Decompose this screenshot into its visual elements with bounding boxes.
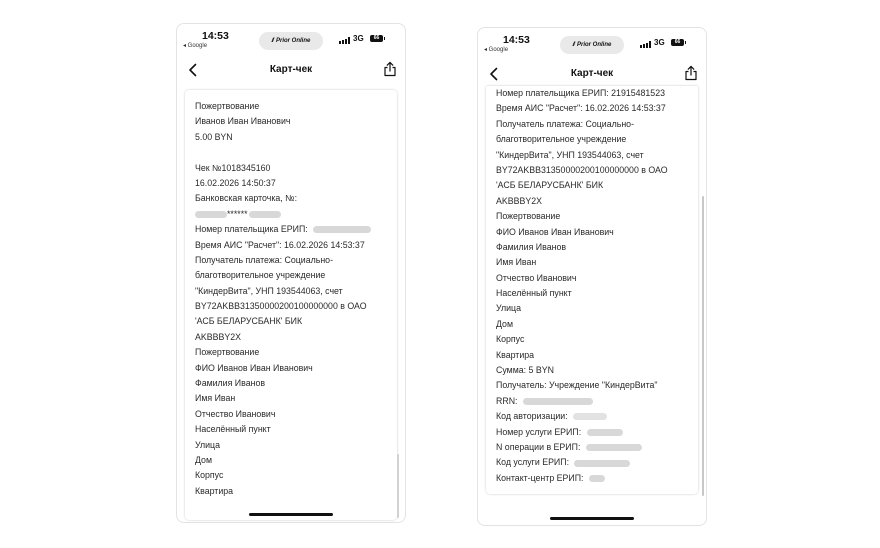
receipt-line [496, 425, 692, 440]
receipt-line: Отчество Иванович [195, 408, 276, 419]
receipt-lines [195, 99, 391, 499]
receipt-line: Получатель платежа: Социально- [195, 254, 333, 265]
status-time: 14:53 [503, 34, 530, 46]
status-bar [478, 28, 706, 64]
receipt-line-label: Код авторизации: [496, 411, 571, 422]
receipt-line: Квартира [195, 485, 234, 496]
receipt-line: Банковская карточка, №: [195, 193, 298, 204]
operator-pill [560, 36, 624, 54]
receipt-line: Чек №1018345160 [195, 162, 271, 173]
prior-logo-icon: // [572, 42, 574, 48]
signal-icon [640, 41, 651, 48]
receipt-line: Дом [195, 454, 212, 465]
receipt-line: Время АИС "Расчет": 16.02.2026 14:53:37 [496, 103, 666, 114]
battery-icon: 66 [370, 35, 383, 42]
receipt-line: Фамилия Иванов [496, 241, 567, 252]
receipt-line: Номер плательщика ЕРИП: 21915481523 [496, 88, 665, 98]
redacted-block [573, 413, 607, 420]
receipt-line: "КиндерВита", УНП 193544063, счет [195, 285, 343, 296]
receipt-line: Фамилия Иванов [195, 378, 266, 389]
receipt-line-label: Код услуги ЕРИП: [496, 457, 572, 468]
redacted-block [574, 460, 630, 467]
receipt-line-label: Номер услуги ЕРИП: [496, 426, 584, 437]
receipt-line: Пожертвование [195, 347, 260, 358]
receipt-line: AKBBBY2X [496, 195, 542, 206]
receipt-line: "КиндерВита", УНП 193544063, счет [496, 149, 644, 160]
scrollbar[interactable] [702, 196, 704, 496]
receipt-line [496, 440, 692, 455]
receipt-line: Квартира [496, 349, 535, 360]
receipt-line: 5.00 BYN [195, 131, 233, 142]
redacted-block [586, 444, 642, 451]
receipt-line-label: Номер плательщика ЕРИП: [195, 224, 311, 235]
page-title: Карт-чек [269, 64, 313, 75]
network-type: 3G [353, 34, 364, 43]
receipt-line: Пожертвование [496, 211, 561, 222]
redacted-block [313, 226, 371, 233]
signal-icon [339, 37, 350, 44]
back-to-app-link[interactable]: ◂ Google [484, 47, 509, 53]
receipt-line: Корпус [195, 470, 224, 481]
receipt-line: Улица [195, 439, 220, 450]
receipt-lines [496, 86, 692, 486]
receipt-line: Пожертвование [195, 101, 260, 111]
receipt-line-label: Контакт-центр ЕРИП: [496, 472, 586, 483]
card-number-mask: ****** [227, 208, 248, 219]
receipt-line: Отчество Иванович [496, 272, 577, 283]
receipt-line: Сумма: 5 BYN [496, 365, 554, 376]
receipt-line: 'АСБ БЕЛАРУСБАНК' БИК [496, 180, 604, 191]
share-icon[interactable] [684, 65, 698, 81]
phone-screen-right [477, 27, 707, 526]
receipt-line [496, 409, 692, 424]
share-icon[interactable] [383, 61, 397, 77]
operator-pill-label: Prior Online [577, 42, 612, 48]
receipt-line: ФИО Иванов Иван Иванович [195, 362, 313, 373]
receipt-line: BY72AKBB31350000200100000000 в ОАО [496, 164, 668, 175]
receipt-line: Иванов Иван Иванович [195, 116, 291, 127]
redacted-block [587, 429, 623, 436]
receipt-line: Имя Иван [496, 257, 537, 268]
home-indicator[interactable] [249, 513, 333, 516]
receipt-line-blank [195, 145, 391, 160]
redacted-block [249, 211, 281, 218]
receipt-line: Улица [496, 303, 521, 314]
scrollbar[interactable] [397, 454, 399, 518]
receipt-line: Получатель платежа: Социально- [496, 118, 634, 129]
redacted-block [195, 211, 227, 218]
receipt-line-label: N операции в ЕРИП: [496, 441, 583, 452]
receipt-line [496, 471, 692, 486]
page-title: Карт-чек [570, 68, 614, 79]
receipt-line: AKBBBY2X [195, 331, 241, 342]
receipt-line: Корпус [496, 334, 525, 345]
receipt-card [486, 86, 698, 494]
receipt-line: благотворительное учреждение [195, 270, 326, 281]
prior-logo-icon: // [271, 38, 273, 44]
network-type: 3G [654, 38, 665, 47]
status-time: 14:53 [202, 30, 229, 42]
receipt-line [496, 455, 692, 470]
back-to-app-link[interactable]: ◂ Google [183, 43, 208, 49]
receipt-line: Дом [496, 318, 513, 329]
receipt-line: ФИО Иванов Иван Иванович [496, 226, 614, 237]
receipt-line [195, 222, 391, 237]
battery-icon: 66 [671, 39, 684, 46]
receipt-line-label: RRN: [496, 395, 520, 406]
phone-screen-left [176, 23, 406, 523]
redacted-block [589, 475, 605, 482]
home-indicator[interactable] [550, 517, 634, 520]
receipt-line: 16.02.2026 14:50:37 [195, 177, 276, 188]
operator-pill [259, 32, 323, 50]
receipt-line: благотворительное учреждение [496, 134, 627, 145]
receipt-line: Время АИС "Расчет": 16.02.2026 14:53:37 [195, 239, 365, 250]
redacted-block [523, 398, 593, 405]
receipt-line: Получатель: Учреждение "КиндерВита" [496, 380, 658, 391]
receipt-line: Населённый пункт [496, 288, 572, 299]
operator-pill-label: Prior Online [276, 38, 311, 44]
receipt-line: Населённый пункт [195, 424, 271, 435]
card-number-line [195, 207, 391, 222]
receipt-line: BY72AKBB31350000200100000000 в ОАО [195, 301, 367, 312]
navbar [177, 60, 405, 86]
receipt-line: Имя Иван [195, 393, 236, 404]
status-bar [177, 24, 405, 60]
receipt-line [496, 394, 692, 409]
receipt-card [185, 90, 397, 520]
receipt-line: 'АСБ БЕЛАРУСБАНК' БИК [195, 316, 303, 327]
